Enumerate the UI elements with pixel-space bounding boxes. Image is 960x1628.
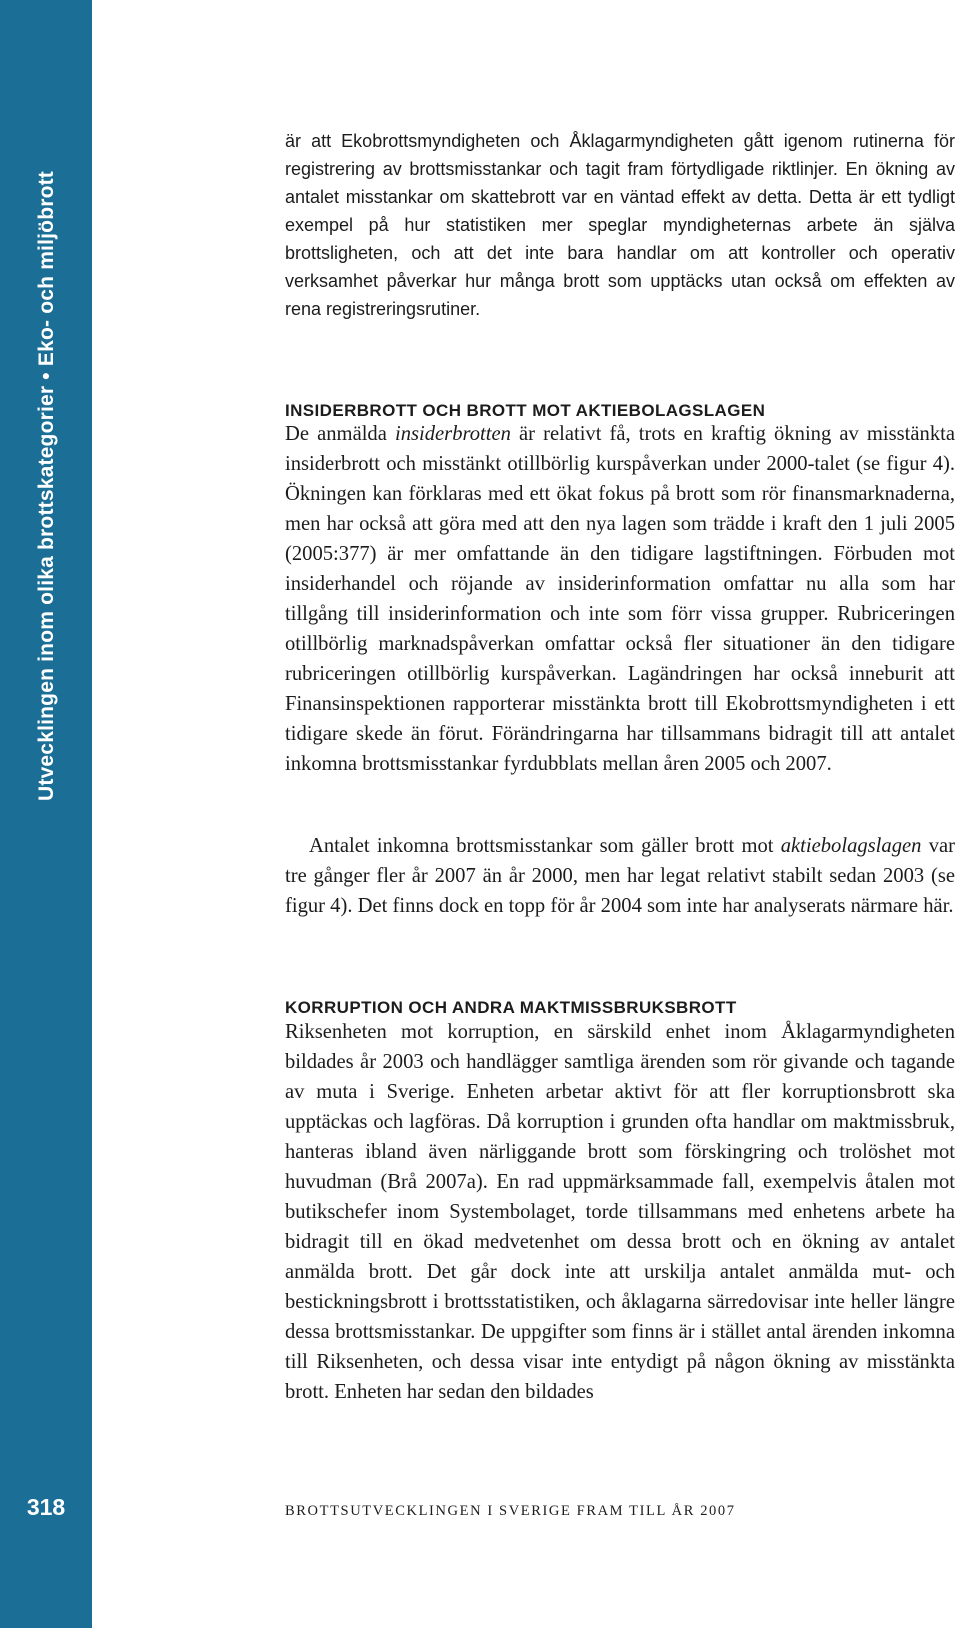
section-heading-insider: INSIDERBROTT OCH BROTT MOT AKTIEBOLAGSLAGEN (285, 401, 766, 420)
chapter-title: Utvecklingen inom olika brottskategorier • Eko- och miljöbrott (35, 170, 58, 802)
sidebar (0, 0, 92, 1628)
insider-p2-rest: var tre gånger fler år 2007 än år 2000, men har legat relativt stabilt sedan 2003 (se figur 4). Det finns dock en topp för år 2004 som inte har analyserats närmare här. (285, 835, 955, 917)
insider-paragraph-2 (285, 831, 955, 921)
insider-p1-start: De anmälda (285, 423, 395, 445)
korruption-paragraph: Riksenheten mot korruption, en särskild enhet inom Åklagarmyndigheten bildades år 2003 och handlägger samtliga ärenden som rör givande och tagande av muta i Sverige. Enheten arbetar aktivt för att fler korruptionsbrott ska upptäckas och lagföras. Då korruption i grunden ofta handlar om maktmissbruk, hanteras ibland även närliggande brott som förskingring och trolöshet mot huvudman (Brå 2007a). En rad uppmärksammade fall, exempelvis åtalen mot butikschefer inom Systembolaget, torde tillsammans med enhetens arbete ha bidragit till en ökad medvetenhet om dessa brott och en ökning av antalet anmälda brott. Det går dock inte att urskilja antalet anmälda mut- och bestickningsbrott i brottsstatistiken, och åklagarna särredovisar inte heller längre dessa brottsmisstankar. De uppgifter som finns är i stället antal ärenden inkomna till Riksenheten, och dessa visar inte entydigt på någon ökning av misstänkta brott. Enheten har sedan den bildades (285, 1021, 955, 1403)
running-footer: BROTTSUTVECKLINGEN I SVERIGE FRAM TILL ÅR 2007 (285, 1503, 736, 1519)
section-heading-korruption: KORRUPTION OCH ANDRA MAKTMISSBRUKSBROTT (285, 998, 737, 1017)
intro-paragraph: är att Ekobrottsmyndigheten och Åklagarmyndigheten gått igenom rutinerna för registrering av brottsmisstankar och tagit fram förtydligade riktlinjer. En ökning av antalet misstankar om skattebrott var en väntad effekt av detta. Detta är ett tydligt exempel på hur statistiken mer speglar myndigheternas arbete än själva brottsligheten, och att det inte bara handlar om att kontroller och operativ verksamhet påverkar hur många brott som upptäcks utan också om effekten av rena registreringsrutiner. (285, 131, 955, 319)
page-number: 318 (26, 1494, 66, 1520)
insider-p2-emphasis: aktiebolagslagen (780, 835, 922, 857)
insider-p1-rest: är relativt få, trots en kraftig ökning av misstänkta insiderbrott och misstänkt otillbörlig kurspåverkan under 2000-talet (se figur 4). Ökningen kan förklaras med ett ökat fokus på brott som rör finansmarknaderna, men har också att göra med att den nya lagen som trädde i kraft den 1 juli 2005 (2005:377) är mer omfattande än den tidigare lagstiftningen. Förbuden mot insiderhandel och röjande av insiderinformation omfattar nu alla som har tillgång till insiderinformation och inte som förr vissa grupper. Rubriceringen otillbörlig marknadspåverkan omfattar också fler situationer än den tidigare rubriceringen otillbörlig kurspåverkan. Lagändringen har också inneburit att Finansinspektionen rapporterar misstänkta brott till Ekobrottsmyndigheten i ett tidigare skede än förut. Förändringarna har tillsammans bidragit till att antalet inkomna brottsmisstankar fyrdubblats mellan åren 2005 och 2007. (285, 423, 955, 775)
insider-p1-emphasis: insiderbrotten (394, 423, 511, 445)
insider-paragraph-1 (285, 419, 955, 779)
insider-p2-start: Antalet inkomna brottsmisstankar som gäller brott mot (309, 835, 781, 857)
